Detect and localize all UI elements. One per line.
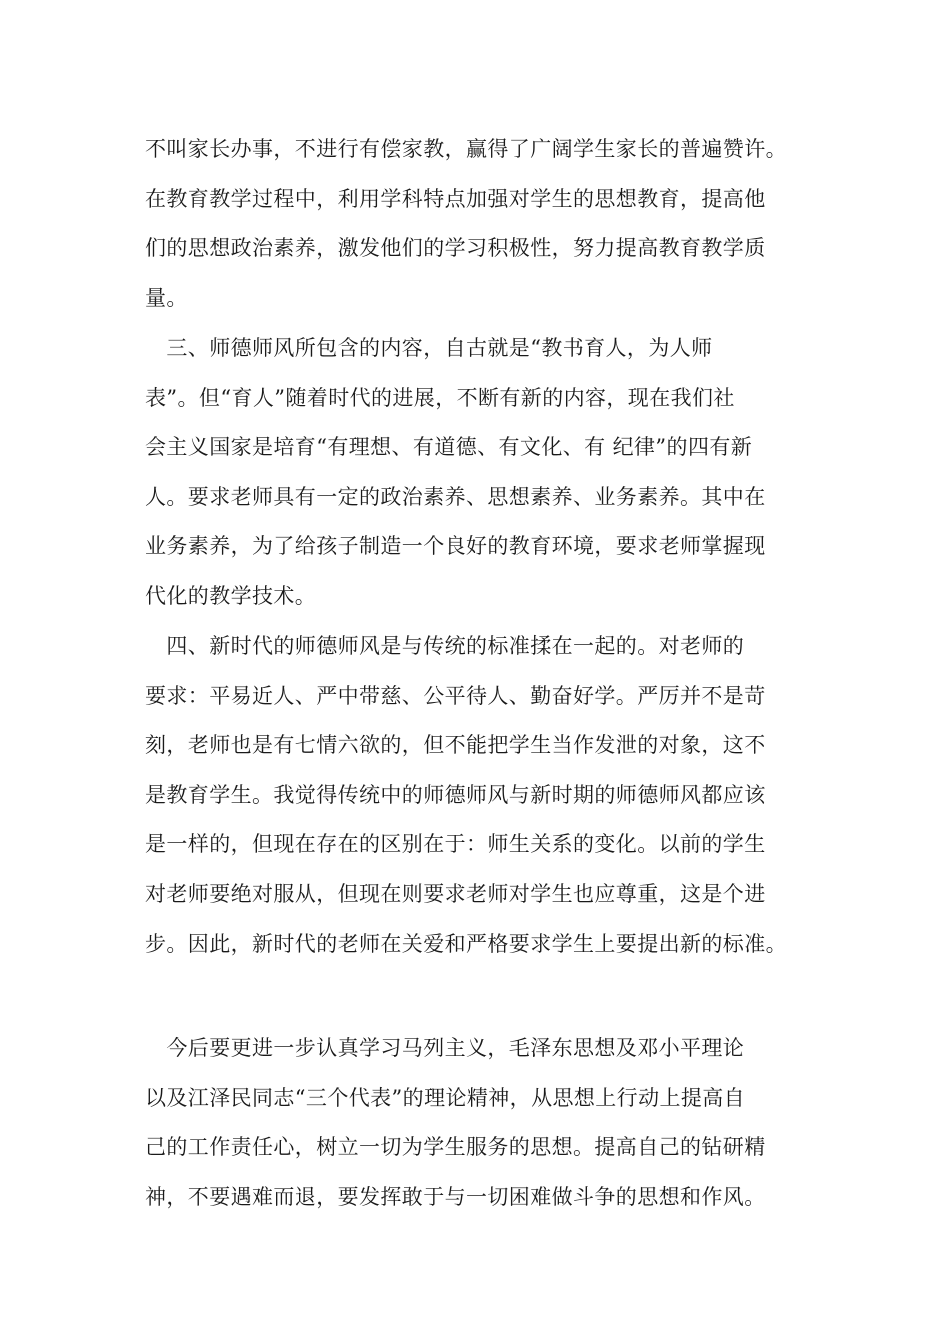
text-line: 神，不要遇难而退，要发挥敢于与一切困难做斗争的思想和作风。 [145, 1184, 766, 1209]
text-line: 业务素养，为了给孩子制造一个良好的教育环境，要求老师掌握现 [145, 534, 766, 559]
text-line: 三、师德师风所包含的内容，自古就是“教书育人，为人师 [145, 336, 713, 360]
text-line: 今后要更进一步认真学习马列主义，毛泽东思想及邓小平理论 [145, 1036, 745, 1060]
text-line: 己的工作责任心，树立一切为学生服务的思想。提高自己的钻研精 [145, 1135, 766, 1160]
text-line: 会主义国家是培育“有理想、有道德、有文化、有 纪律”的四有新 [145, 435, 753, 460]
text-line: 们的思想政治素养，激发他们的学习积极性，努力提高教育教学质 [145, 236, 766, 261]
text-line: 步。因此，新时代的老师在关爱和严格要求学生上要提出新的标准。 [145, 931, 787, 956]
paragraph-1 [145, 125, 825, 323]
paragraph-4 [145, 1024, 825, 1222]
text-line: 要求：平易近人、严中带慈、公平待人、勤奋好学。严厉并不是苛 [145, 683, 766, 708]
text-line: 对老师要绝对服从，但现在则要求老师对学生也应尊重，这是个进 [145, 881, 766, 906]
text-line: 在教育教学过程中，利用学科特点加强对学生的思想教育，提高他 [145, 186, 766, 211]
text-line: 是一样的，但现在存在的区别在于：师生关系的变化。以前的学生 [145, 832, 766, 857]
text-line: 是教育学生。我觉得传统中的师德师风与新时期的师德师风都应该 [145, 782, 766, 807]
text-line: 人。要求老师具有一定的政治素养、思想素养、业务素养。其中在 [145, 484, 766, 509]
text-line: 不叫家长办事，不进行有偿家教，赢得了广阔学生家长的普遍赞许。 [145, 137, 787, 161]
text-line: 刻，老师也是有七情六欲的，但不能把学生当作发泄的对象，这不 [145, 733, 766, 758]
text-line: 代化的教学技术。 [145, 583, 317, 608]
paragraph-2 [145, 324, 825, 622]
text-line: 四、新时代的师德师风是与传统的标准揉在一起的。对老师的 [145, 634, 745, 658]
text-line: 量。 [145, 285, 188, 310]
paragraph-3 [145, 622, 825, 969]
text-line: 表”。但“育人”随着时代的进展，不断有新的内容，现在我们社 [145, 385, 735, 410]
text-line: 以及江泽民同志“三个代表”的理论精神，从思想上行动上提高自 [145, 1085, 746, 1110]
